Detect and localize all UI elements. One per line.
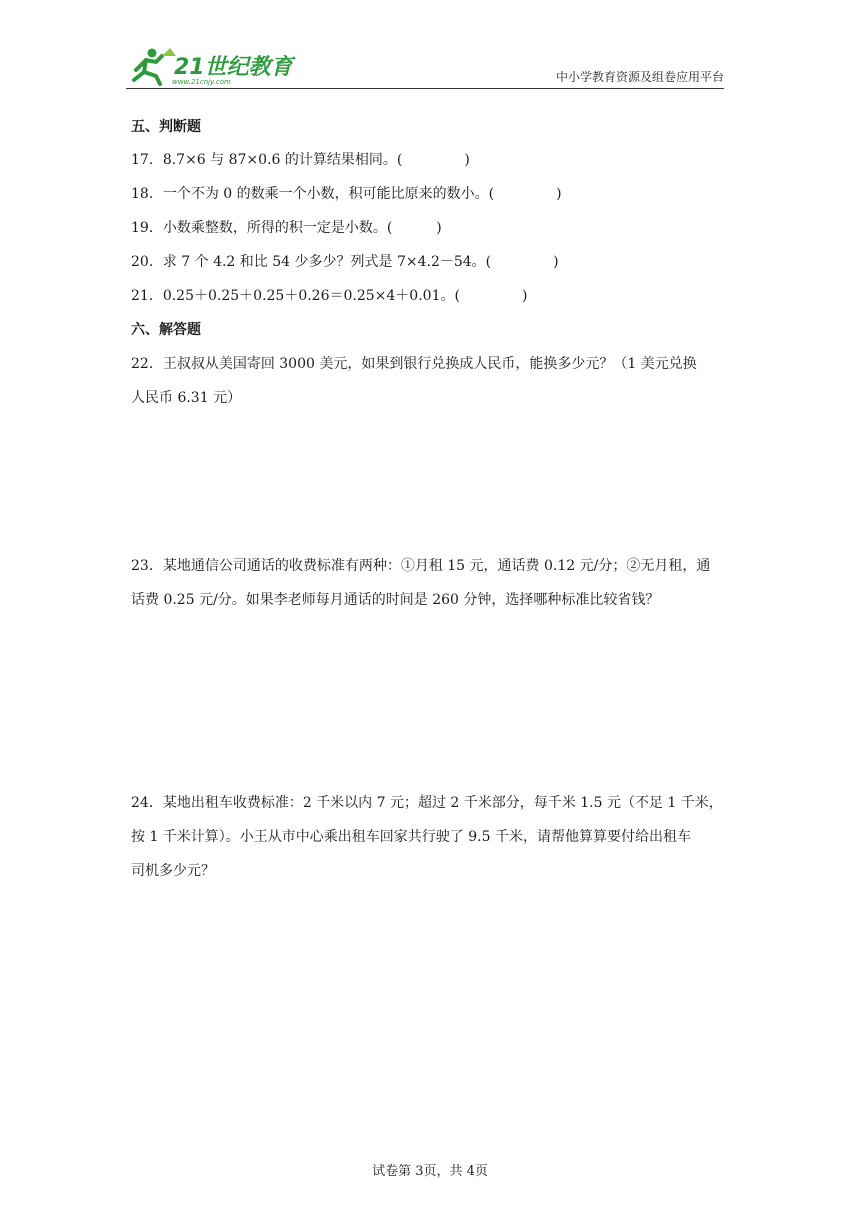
logo-21cnjy — [126, 44, 296, 86]
question-18-text: 18．一个不为 0 的数乘一个小数，积可能比原来的数小。( — [131, 186, 495, 202]
question-20 — [131, 252, 559, 272]
logo-url: www.21cnjy.com — [172, 78, 231, 86]
page-header — [126, 42, 724, 89]
question-23-line2: 话费 0.25 元/分。如果李老师每月通话的时间是 260 分钟，选择哪种标准比较省钱？ — [131, 592, 660, 608]
question-21 — [131, 286, 527, 306]
question-21-close: ) — [521, 288, 528, 304]
question-18-close: ) — [556, 186, 562, 202]
question-21-text: 21．0.25＋0.25＋0.25＋0.26＝0.25×4＋0.01。( — [131, 288, 460, 304]
question-20-text: 20．求 7 个 4.2 和比 54 少多少？列式是 7×4.2－54。( — [131, 254, 492, 270]
question-17-close: ) — [464, 152, 470, 168]
question-22-line2: 人民币 6.31 元） — [131, 390, 242, 406]
page-footer: 试卷第 3页，共 4页 — [372, 1164, 488, 1179]
logo-text: 21世纪教育 — [174, 55, 293, 80]
question-22-line1: 22．王叔叔从美国寄回 3000 美元，如果到银行兑换成人民币，能换多少元？（1 美元兑换 — [131, 356, 697, 372]
question-24-line1: 24．某地出租车收费标准：2 千米以内 7 元；超过 2 千米部分，每千米 1.5 元（不足 1 千米， — [131, 795, 723, 811]
section-title-judgment: 五、判断题 — [131, 119, 201, 135]
question-24-line2: 按 1 千米计算）。小王从市中心乘出租车回家共行驶了 9.5 千米，请帮他算算要付给出租车 — [131, 829, 691, 845]
question-17 — [131, 150, 470, 170]
question-17-text: 17．8.7×6 与 87×0.6 的计算结果相同。( — [131, 152, 403, 168]
question-19-close: ) — [436, 220, 442, 236]
section-title-answer: 六、解答题 — [131, 322, 201, 338]
question-19 — [131, 218, 442, 238]
question-23-line1: 23．某地通信公司通话的收费标准有两种：①月租 15 元，通话费 0.12 元/分；②无月租，通 — [131, 558, 711, 574]
question-20-close: ) — [553, 254, 559, 270]
question-19-text: 19．小数乘整数，所得的积一定是小数。( — [131, 220, 393, 236]
question-18 — [131, 184, 562, 204]
platform-name: 中小学教育资源及组卷应用平台 — [555, 70, 724, 84]
question-24-line3: 司机多少元？ — [131, 863, 215, 879]
